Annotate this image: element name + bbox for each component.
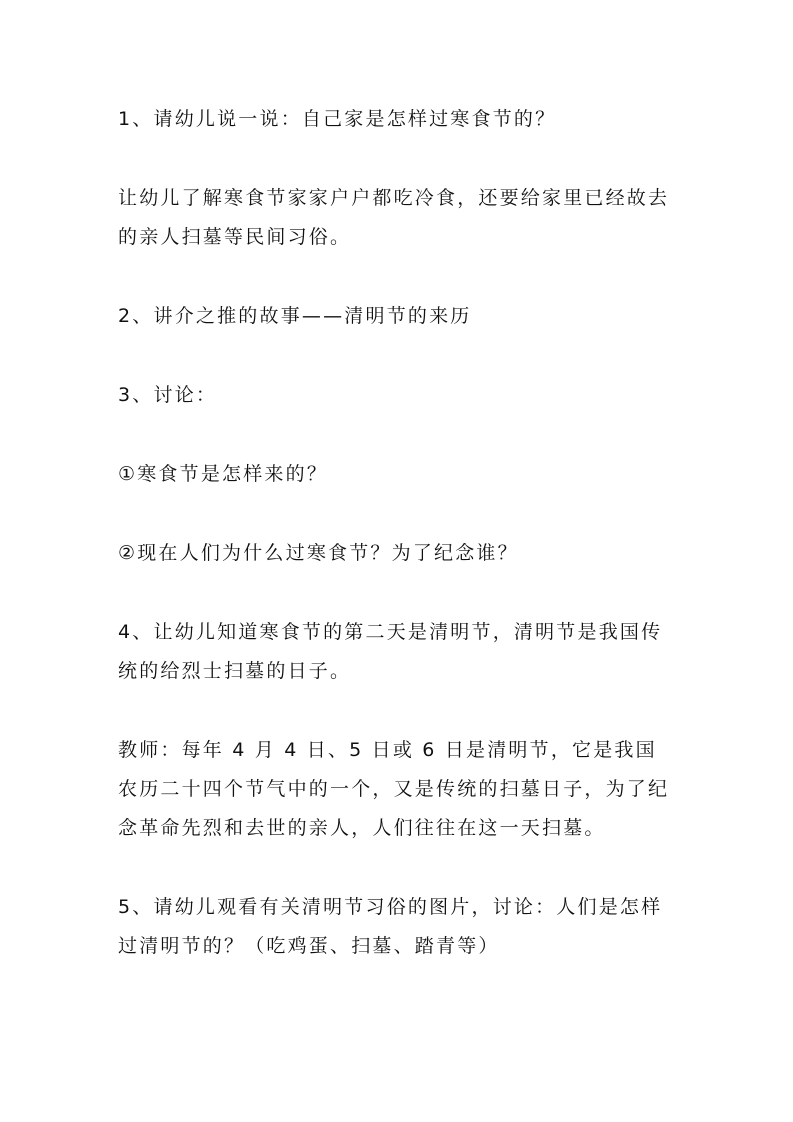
paragraph-discussion-1: ①寒食节是怎样来的？: [118, 463, 329, 485]
paragraph-discussion-2: ②现在人们为什么过寒食节？为了纪念谁？: [118, 542, 519, 564]
paragraph-item-5: 5、请幼儿观看有关清明节习俗的图片，讨论：人们是怎样过清明节的？（吃鸡蛋、扫墓、踏青等）: [118, 896, 663, 957]
document-body: [118, 100, 678, 966]
paragraph-item-2: 2、讲介之推的故事——清明节的来历: [118, 305, 472, 327]
paragraph-explanation-1: 让幼儿了解寒食节家家户户都吃冷食，还要给家里已经故去的亲人扫墓等民间习俗。: [118, 187, 670, 248]
paragraph-item-3: 3、讨论：: [118, 384, 218, 406]
paragraph-item-4: 4、让幼儿知道寒食节的第二天是清明节，清明节是我国传统的给烈士扫墓的日子。: [118, 621, 663, 682]
paragraph-teacher: 教师：每年 4 月 4 日、5 日或 6 日是清明节，它是我国农历二十四个节气中的一个，又是传统的扫墓日子，为了纪念革命先烈和去世的亲人，人们往往在这一天扫墓。: [118, 739, 670, 839]
paragraph-question-1: 1、请幼儿说一说：自己家是怎样过寒食节的？: [118, 108, 557, 130]
